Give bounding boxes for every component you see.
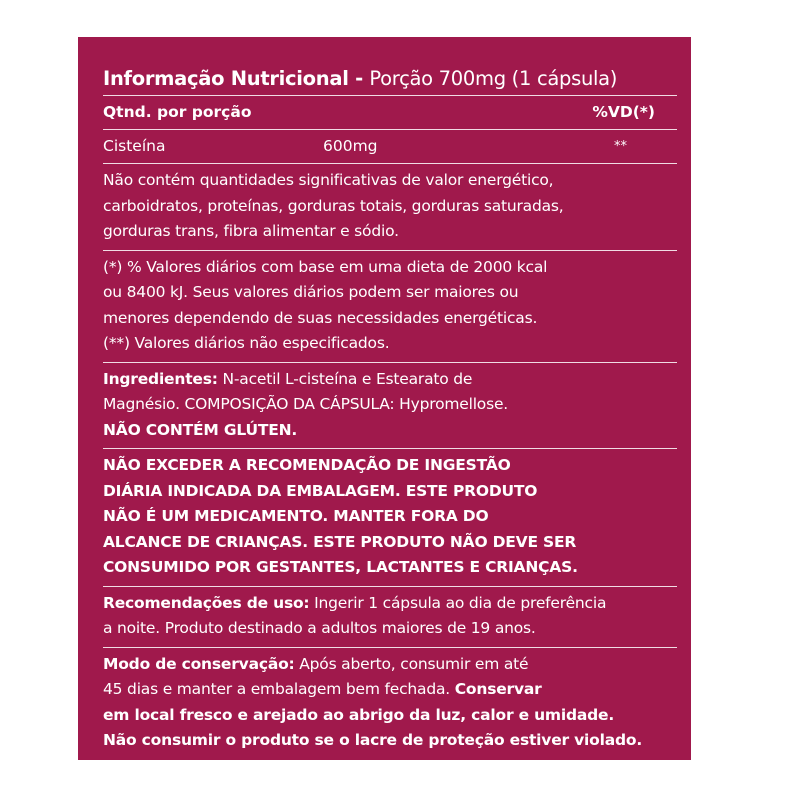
text-line: (*) % Valores diários com base em uma dieta de 2000 kcal xyxy=(103,257,548,276)
usage-label: Recomendações de uso: xyxy=(103,593,310,612)
not-significant-note xyxy=(103,164,677,250)
table-header xyxy=(103,96,677,129)
ingredients-label: Ingredientes: xyxy=(103,369,218,388)
text-line: DIÁRIA INDICADA DA EMBALAGEM. ESTE PRODUTO xyxy=(103,481,538,500)
text-line: menores dependendo de suas necessidades energéticas. xyxy=(103,308,538,327)
storage-label: Modo de conservação: xyxy=(103,654,295,673)
text-line: gorduras trans, fibra alimentar e sódio. xyxy=(103,222,399,240)
text-line: Não consumir o produto se o lacre de proteção estiver violado. xyxy=(103,731,643,749)
text-line: Magnésio. COMPOSIÇÃO DA CÁPSULA: Hypromellose. xyxy=(103,395,509,413)
text-line: ou 8400 kJ. Seus valores diários podem ser maiores ou xyxy=(103,283,519,301)
text-line: NÃO É UM MEDICAMENTO. MANTER FORA DO xyxy=(103,507,489,525)
text-line xyxy=(103,367,677,393)
text-line: ALCANCE DE CRIANÇAS. ESTE PRODUTO NÃO DEVE SER xyxy=(103,532,577,551)
usage-section xyxy=(103,587,677,647)
qty-header: Qtnd. por porção xyxy=(103,103,252,121)
text-line: (**) Valores diários não especificados. xyxy=(103,334,390,352)
nutrition-title-bold: Informação Nutricional - xyxy=(103,67,370,90)
gluten-statement: NÃO CONTÉM GLÚTEN. xyxy=(103,420,298,439)
text-line: a noite. Produto destinado a adultos maiores de 19 anos. xyxy=(103,619,536,637)
text-line: Não contém quantidades significativas de valor energético, xyxy=(103,171,554,189)
ingredients-text: N-acetil L-cisteína e Estearato de xyxy=(217,369,473,388)
nutrient-amount: 600mg xyxy=(323,137,378,155)
storage-text: Após aberto, consumir em até xyxy=(294,654,529,673)
storage-text: 45 dias e manter a embalagem bem fechada. xyxy=(103,680,455,698)
table-row xyxy=(103,130,677,163)
nutrient-vd: ** xyxy=(614,139,627,154)
usage-text: Ingerir 1 cápsula ao dia de preferência xyxy=(309,593,607,612)
nutrition-title-portion: Porção 700mg (1 cápsula) xyxy=(369,67,618,90)
storage-text-bold: Conservar xyxy=(454,680,542,698)
footnotes xyxy=(103,251,677,362)
vd-header: %VD(*) xyxy=(592,103,655,121)
text-line xyxy=(103,591,677,617)
text-line xyxy=(103,677,677,703)
text-line: carboidratos, proteínas, gorduras totais, gorduras saturadas, xyxy=(103,196,564,215)
warning-section xyxy=(103,449,677,586)
text-line: em local fresco e arejado ao abrigo da luz, calor e umidade. xyxy=(103,705,615,724)
ingredients-section xyxy=(103,363,677,449)
storage-section xyxy=(103,648,677,759)
nutrition-title xyxy=(103,67,677,95)
nutrient-name: Cisteína xyxy=(103,137,166,155)
text-line xyxy=(103,652,677,678)
text-line: CONSUMIDO POR GESTANTES, LACTANTES E CRIANÇAS. xyxy=(103,558,578,576)
nutrition-label-panel xyxy=(78,37,691,760)
text-line: NÃO EXCEDER A RECOMENDAÇÃO DE INGESTÃO xyxy=(103,456,511,474)
